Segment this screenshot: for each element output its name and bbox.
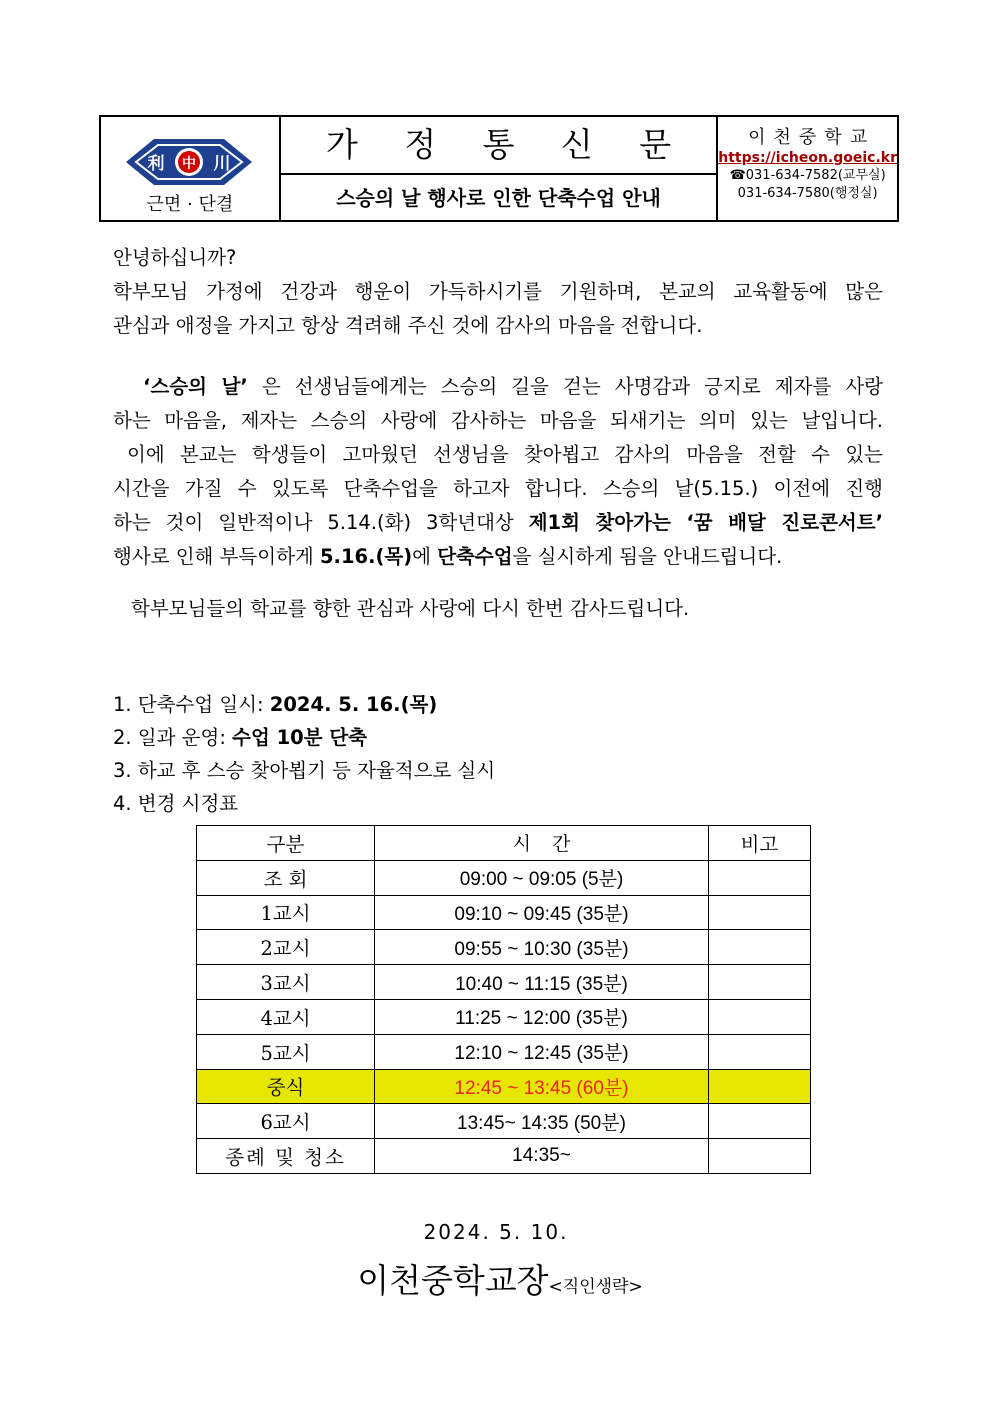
school-name: 이천중학교 — [748, 127, 876, 148]
row-time: 09:10 ~ 09:45 (35분) — [375, 895, 709, 930]
list-item-dismissal: 3. 하교 후 스승 찾아뵙기 등 자율적으로 실시 — [113, 759, 496, 782]
row-note — [709, 930, 811, 965]
details-list — [113, 688, 495, 820]
table-row — [197, 999, 811, 1034]
row-time: 12:10 ~ 12:45 (35분) — [375, 1034, 709, 1069]
column-header-note: 비고 — [709, 826, 811, 861]
row-time: 14:35~ — [375, 1139, 709, 1174]
short-class-term: 단축수업 — [437, 545, 513, 568]
row-label: 3교시 — [197, 965, 375, 1000]
row-note — [709, 965, 811, 1000]
body-line-3-text: 이에 본교는 학생들이 고마웠던 선생님을 찾아뵙고 감사의 마음을 전할 수 있는 — [127, 443, 883, 466]
body-line-1 — [113, 370, 883, 404]
row-time: 09:00 ~ 09:05 (5분) — [375, 860, 709, 895]
row-note — [709, 999, 811, 1034]
row-time: 12:45 ~ 13:45 (60분) — [375, 1069, 709, 1104]
list-item-operation-label: 2. 일과 운영: — [113, 726, 233, 749]
document-date: 2024. 5. 10. — [423, 1220, 569, 1244]
table-row-lunch-highlighted — [197, 1069, 811, 1104]
signature-block — [0, 1255, 992, 1302]
list-item-schedule: 4. 변경 시정표 — [113, 792, 239, 815]
row-label: 4교시 — [197, 999, 375, 1034]
table-row — [197, 895, 811, 930]
body-line-6-pre: 행사로 인해 부득이하게 — [113, 545, 320, 568]
body-line-5-text: 하는 것이 일반적이나 5.14.(화) 3학년대상 — [113, 511, 529, 534]
row-note — [709, 860, 811, 895]
list-item-operation-value: 수업 10분 단축 — [232, 726, 368, 749]
thanks-text: 학부모님들의 학교를 향한 관심과 사랑에 다시 한번 감사드립니다. — [131, 597, 690, 620]
phone-admin-office: 031-634-7580(행정실) — [737, 186, 878, 201]
phone-academic-office: ☎031-634-7582(교무실) — [729, 168, 886, 183]
table-row — [197, 860, 811, 895]
body-line-3 — [113, 438, 883, 472]
intro-line-2: 관심과 애정을 가지고 항상 격려해 주신 것에 감사의 마음을 전합니다. — [113, 314, 703, 337]
row-label: 6교시 — [197, 1104, 375, 1139]
table-header-row — [197, 826, 811, 861]
greeting: 안녕하십니까? — [113, 246, 237, 269]
body-line-6 — [113, 540, 883, 574]
column-header-category: 구분 — [197, 826, 375, 861]
row-label: 중식 — [197, 1069, 375, 1104]
body-line-4: 시간을 가질 수 있도록 단축수업을 하고자 합니다. 스승의 날(5.15.) 이전에 진행 — [113, 477, 883, 500]
table-row — [197, 1034, 811, 1069]
table-row — [197, 965, 811, 1000]
seal-omitted-note: <직인생략> — [548, 1277, 643, 1297]
thanks-line — [113, 592, 883, 626]
document-subtitle: 스승의 날 행사로 인한 단축수업 안내 — [336, 186, 661, 210]
table-row — [197, 1139, 811, 1174]
school-website-link[interactable]: https://icheon.goeic.kr — [718, 150, 897, 166]
letter-header — [99, 115, 899, 222]
school-motto: 근면 · 단결 — [146, 194, 234, 215]
table-row — [197, 1104, 811, 1139]
list-item-date-value: 2024. 5. 16.(목) — [269, 693, 438, 716]
row-label: 5교시 — [197, 1034, 375, 1069]
column-header-time: 시 간 — [375, 826, 709, 861]
intro-paragraph — [113, 241, 883, 343]
title-cell — [281, 117, 718, 220]
row-label: 2교시 — [197, 930, 375, 965]
body-line-6-post: 을 실시하게 됨을 안내드립니다. — [512, 545, 783, 568]
thanks-paragraph — [113, 592, 883, 626]
intro-line-1: 학부모님 가정에 건강과 행운이 가득하시기를 기원하며, 본교의 교육활동에 많은 — [113, 280, 883, 303]
teachers-day-quote: ‘스승의 날’ — [143, 375, 248, 398]
logo-char-right: 川 — [213, 154, 231, 174]
list-item-operation — [113, 721, 495, 754]
school-logo-cell — [101, 117, 281, 220]
row-note — [709, 1034, 811, 1069]
row-time: 13:45~ 14:35 (50분) — [375, 1104, 709, 1139]
document-title: 가 정 통 신 문 — [281, 117, 716, 175]
row-note — [709, 1104, 811, 1139]
body-line-2: 하는 마음을, 제자는 스승의 사랑에 감사하는 마음을 되새기는 의미 있는 날입니다. — [113, 409, 883, 432]
row-note — [709, 1069, 811, 1104]
school-info-cell — [718, 117, 897, 220]
school-emblem-icon — [124, 129, 254, 195]
table-row — [197, 930, 811, 965]
logo-char-center: 中 — [182, 156, 196, 172]
logo-char-left: 利 — [147, 154, 165, 174]
short-class-date: 5.16.(목) — [319, 545, 413, 568]
body-line-6-mid: 에 — [412, 545, 438, 568]
row-label: 조 회 — [197, 860, 375, 895]
row-time: 10:40 ~ 11:15 (35분) — [375, 965, 709, 1000]
row-label: 종례 및 청소 — [197, 1139, 375, 1174]
schedule-table — [196, 825, 811, 1174]
principal-title: 이천중학교장 — [357, 1261, 549, 1300]
body-line-1-text: 은 선생님들에게는 스승의 길을 걷는 사명감과 긍지로 제자를 사랑 — [247, 375, 884, 398]
body-paragraph — [113, 370, 883, 574]
list-item-date-label: 1. 단축수업 일시: — [113, 693, 270, 716]
row-time: 11:25 ~ 12:00 (35분) — [375, 999, 709, 1034]
row-note — [709, 895, 811, 930]
body-line-5 — [113, 506, 883, 540]
row-note — [709, 1139, 811, 1174]
list-item-date — [113, 688, 495, 721]
concert-event-name: 제1회 찾아가는 ‘꿈 배달 진로콘서트’ — [528, 511, 883, 534]
row-label: 1교시 — [197, 895, 375, 930]
row-time: 09:55 ~ 10:30 (35분) — [375, 930, 709, 965]
